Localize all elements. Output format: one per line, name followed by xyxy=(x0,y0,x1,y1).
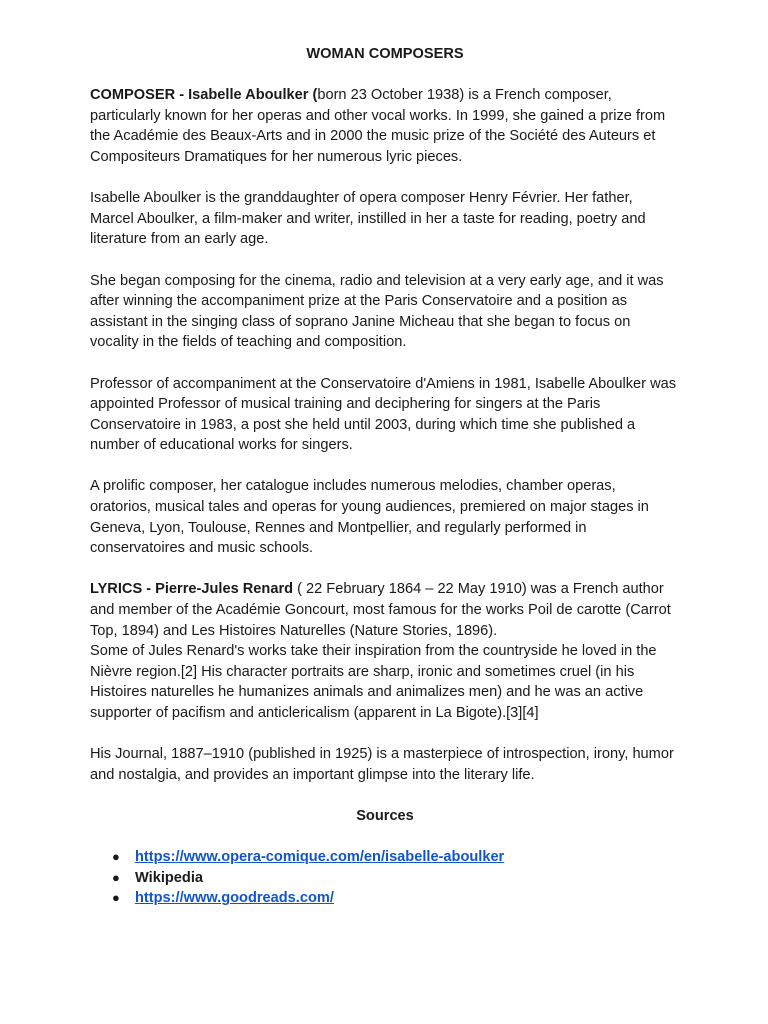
source-text-wikipedia: Wikipedia xyxy=(135,869,203,886)
bullet-icon: ● xyxy=(112,890,120,906)
composer-paragraph xyxy=(90,85,680,167)
document-page xyxy=(90,44,680,909)
paragraph-family: Isabelle Aboulker is the granddaughter of opera composer Henry Février. Her father, Marcel Aboulker, a film-maker and writer, instilled in her a taste for reading, poetry and literature from an early age. xyxy=(90,190,646,248)
lyrics-continuation: Some of Jules Renard's works take their inspiration from the countryside he loved in the Nièvre region.[2] His character portraits are sharp, ironic and sometimes cruel (in his Histoires naturelles he humanizes animals and animalizes men) and he was an active supporter of pacifism and anticlericalism (apparent in La Bigote).[3][4] xyxy=(90,643,657,721)
lyrics-paragraph xyxy=(90,579,680,641)
paragraph-catalogue: A prolific composer, her catalogue includes numerous melodies, chamber operas, oratorios, musical tales and operas for young audiences, premiered on major stages in Geneva, Lyon, Toulouse, Rennes and Montpellier, and regularly performed in conservatoires and music schools. xyxy=(90,478,649,557)
bullet-icon: ● xyxy=(112,849,120,865)
paragraph-early-career: She began composing for the cinema, radio and television at a very early age, and it was after winning the accompaniment prize at the Paris Conservatoire and a position as assistant in the singing class of soprano Janine Micheau that she began to focus on vocality in the fields of teaching and composition. xyxy=(90,272,664,351)
composer-label: COMPOSER - Isabelle Aboulker ( xyxy=(90,87,318,104)
lyrics-label: LYRICS - Pierre-Jules Renard xyxy=(90,581,294,598)
bullet-icon: ● xyxy=(112,869,120,885)
sources-title: Sources xyxy=(356,807,414,824)
source-item xyxy=(90,868,680,889)
document-title: WOMAN COMPOSERS xyxy=(306,46,464,62)
source-item xyxy=(90,847,680,868)
composer-text: born 23 October 1938) is a French composer, particularly known for her operas and other vocal works. In 1999, she gained a prize from the Académie des Beaux-Arts and in 2000 the music prize of the Société des Auteurs et Compositeurs Dramatiques for her numerous lyric pieces. xyxy=(90,87,666,165)
source-link-opera-comique[interactable]: https://www.opera-comique.com/en/isabelle-aboulker xyxy=(135,849,505,866)
journal-paragraph: His Journal, 1887–1910 (published in 1925) is a masterpiece of introspection, irony, humor and nostalgia, and provides an important glimpse into the literary life. xyxy=(90,746,674,783)
source-link-goodreads[interactable]: https://www.goodreads.com/ xyxy=(135,890,334,907)
source-item xyxy=(90,888,680,909)
paragraph-professor: Professor of accompaniment at the Conservatoire d'Amiens in 1981, Isabelle Aboulker was appointed Professor of musical training and deciphering for singers at the Paris Conservatoire in 1983, a post she held until 2003, during which time she published a number of educational works for singers. xyxy=(90,375,677,454)
lyrics-text: ( 22 February 1864 – 22 May 1910) was a French author and member of the Académie Goncourt, most famous for the works Poil de carotte (Carrot Top, 1894) and Les Histoires Naturelles (Nature Stories, 1896). xyxy=(90,581,671,639)
sources-list xyxy=(90,847,680,909)
